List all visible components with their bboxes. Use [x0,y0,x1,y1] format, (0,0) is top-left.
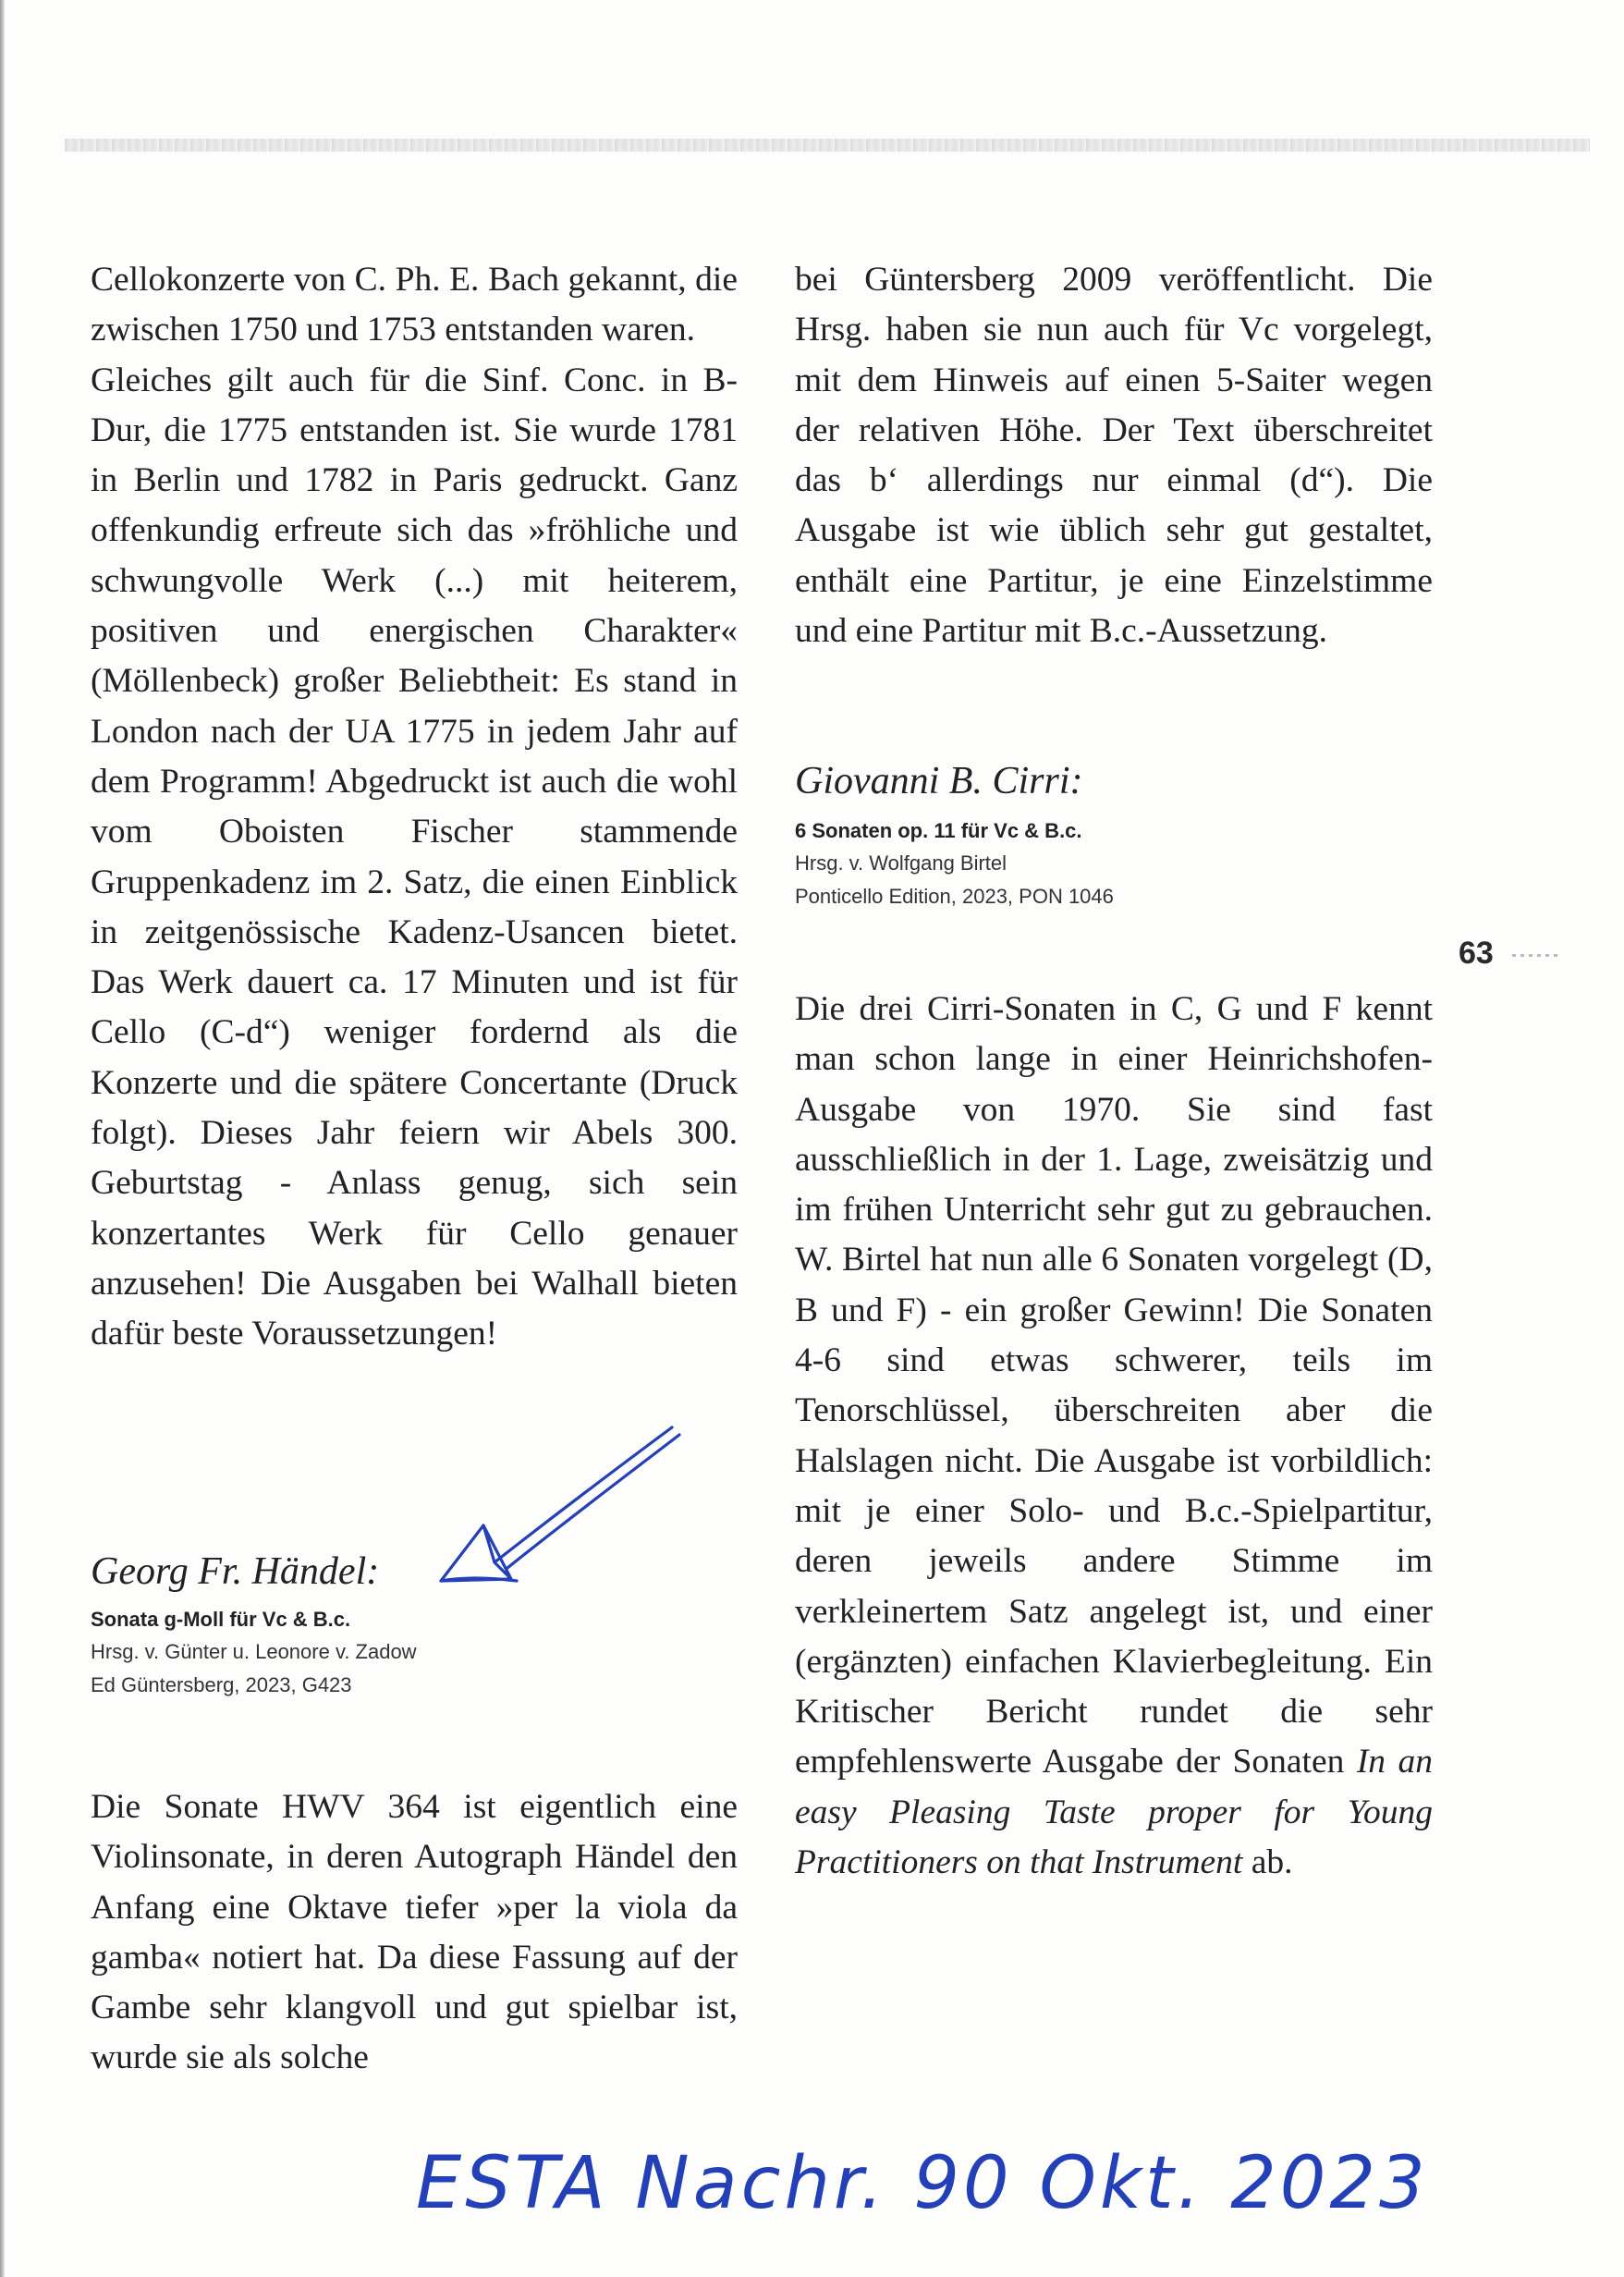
handel-composer-heading: Georg Fr. Händel: [91,1550,380,1593]
cirri-italic-title: In an easy Pleasing Taste proper for Young Practitioners on that Instrument [795,1743,1434,1882]
handwritten-note [407,2126,1516,2237]
handel-editors: Hrsg. v. Günter u. Leonore v. Zadow [91,1640,417,1663]
cirri-publisher: Ponticello Edition, 2023, PON 1046 [795,885,1114,908]
left-paragraph-1: Cellokonzerte von C. Ph. E. Bach gekannt, die zwischen 1750 und 1753 entstanden waren. [91,261,738,349]
handel-review-text: Die Sonate HWV 364 ist eigentlich eine Violinsonate, in deren Autograph Händel den Anfang eine Oktave tiefer »per la viola da gamba« notiert hat. Da diese Fassung auf der Gambe sehr klangvoll und gut spielbar ist, wurde sie als solche [91,1788,738,2077]
cirri-review-paragraph [795,985,1433,1888]
right-column [795,255,1433,656]
cirri-work-title: 6 Sonaten op. 11 für Vc & B.c. [795,819,1082,842]
handel-review-body [91,1782,738,2084]
left-paragraph-2: Gleiches gilt auch für die Sinf. Conc. in B-Dur, die 1775 entstanden ist. Sie wurde 1781 in Berlin und 1782 in Paris gedruckt. Ganz offenkundig erfreute sich das »fröhliche und schwungvolle Werk (...) mit heiterem, positiven und energischen Charakter« (Möllenbeck) großer Beliebtheit: Es stand in London nach der UA 1775 in jedem Jahr auf dem Programm! Abgedruckt ist auch die wohl vom Oboisten Fischer stammende Gruppenkadenz im 2. Satz, die einen Einblick in zeitgenössische Kadenz-Usancen bietet. Das Werk dauert ca. 17 Minuten und ist für Cello (C-d“) weniger fordernd als die Konzerte und die spätere Concertante (Druck folgt). Dieses Jahr feiern wir Abels 300. Geburtstag - Anlass genug, sich sein konzertantes Werk für Cello genauer anzusehen! Die Ausgaben bei Walhall bieten dafür beste Voraussetzungen! [91,361,738,1353]
cirri-closing: ab. [1242,1843,1293,1882]
handdrawn-arrow-icon [430,1424,689,1590]
page-number: 63 [1459,936,1494,971]
right-continuation-paragraph: bei Güntersberg 2009 veröffentlicht. Die Hrsg. haben sie nun auch für Vc vorgelegt, mit dem Hinweis auf einen 5-Saiter wegen der relativen Höhe. Der Text überschreitet das b‘ allerdings nur einmal (d“). Die Ausgabe ist wie üblich sehr gut gestaltet, enthält eine Partitur, je eine Einzelstimme und eine Partitur mit B.c.-Aussetzung. [795,261,1433,651]
cirri-review-header [795,758,1442,913]
cirri-composer-heading: Giovanni B. Cirri: [795,760,1083,802]
scan-top-band [65,139,1590,152]
scan-edge-shadow [0,0,5,2277]
left-column [91,255,738,1360]
handel-work-title: Sonata g-Moll für Vc & B.c. [91,1608,351,1631]
cirri-editors: Hrsg. v. Wolfgang Birtel [795,851,1007,875]
cirri-review-body [795,985,1433,1888]
page-number-dots [1512,954,1558,957]
cirri-review-text: Die drei Cirri-Sonaten in C, G und F kennt man schon lange in einer Heinrichshofen-Ausgabe von 1970. Sie sind fast ausschließlich in der 1. Lage, zweisätzig und im frühen Unterricht sehr gut zu gebrauchen. W. Birtel hat nun alle 6 Sonaten vorgelegt (D, B und F) - ein großer Gewinn! Die Sonaten 4-6 sind etwas schwerer, teils im Tenorschlüssel, überschreiten aber die Halslagen nicht. Die Ausgabe ist vorbildlich: mit je einer Solo- und B.c.-Spielpartitur, deren jeweils andere Stimme im verkleinertem Satz angelegt ist, und einer (ergänzten) einfachen Klavierbegleitung. Ein Kritischer Bericht rundet die sehr empfehlenswerte Ausgabe der Sonaten [795,990,1433,1781]
handwritten-note-text: ESTA Nachr. 90 Okt. 2023 [416,2142,1429,2225]
handel-publisher: Ed Güntersberg, 2023, G423 [91,1673,352,1696]
